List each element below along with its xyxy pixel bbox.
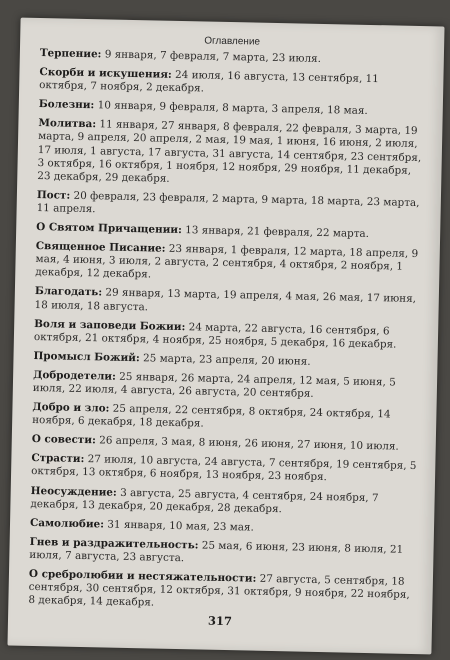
list-item — [28, 568, 415, 615]
entry-term: Терпение: — [39, 47, 102, 61]
list-item — [33, 369, 419, 403]
entry-dates: 25 марта, 23 апреля, 20 июня. — [142, 352, 311, 368]
entry-dates: 10 января, 9 февраля, 8 марта, 3 апреля, 18 мая. — [97, 99, 368, 118]
list-item — [36, 221, 422, 242]
entry-term: Гнев и раздражительность: — [29, 535, 199, 552]
entry-term: Промысл Божий: — [33, 349, 140, 364]
entry-dates: 24 июля, 16 августа, 13 сентября, 11 октября, 7 ноября, 2 декабря. — [39, 68, 379, 95]
contents-list — [8, 43, 444, 616]
entry-dates: 26 апреля, 3 мая, 8 июня, 26 июня, 27 июня, 10 июля. — [99, 434, 399, 453]
entry-term: О Святом Причащении: — [36, 221, 183, 237]
entry-term: Добро и зло: — [32, 401, 110, 415]
entry-dates: 25 апреля, 22 сентября, 8 октября, 24 октября, 14 ноября, 6 декабря, 18 декабря. — [32, 402, 391, 430]
entry-dates: 25 мая, 6 июня, 23 июня, 8 июля, 21 июля, 7 августа, 23 августа. — [29, 539, 404, 565]
entry-term: Молитва: — [38, 117, 97, 131]
entry-dates: 24 марта, 22 августа, 16 сентября, 6 октября, 21 октября, 4 ноября, 25 ноября, 5 декабря, 16 декабря. — [33, 320, 397, 351]
page-number: 317 — [207, 613, 233, 629]
entry-dates: 25 января, 26 марта, 24 апреля, 12 мая, 5 июня, 5 июля, 22 июля, 4 августа, 26 августа, 20 сентября. — [32, 370, 396, 400]
entry-term: Скорби и искушения: — [39, 66, 172, 81]
entry-term: О сребролюбии и нестяжательности: — [28, 567, 257, 585]
entry-dates: 9 января, 7 февраля, 7 марта, 23 июля. — [104, 48, 322, 65]
entry-dates: 27 августа, 5 сентября, 18 сентября, 30 сентября, 12 октября, 31 октября, 9 ноября, 22 ноября, 8 декабря, 14 декабря. — [28, 572, 410, 609]
entry-term: Страсти: — [31, 452, 85, 466]
entry-term: Болезни: — [38, 98, 95, 112]
entry-term: Добродетели: — [33, 368, 117, 383]
entry-dates: 23 января, 1 февраля, 12 марта, 18 апреля, 9 мая, 4 июня, 3 июля, 2 августа, 2 сентября, 4 октября, 2 ноября, 1 декабря, 12 декабря. — [35, 242, 419, 281]
list-item — [31, 452, 417, 486]
page-header: Оглавление — [204, 35, 261, 48]
entry-dates: 27 июля, 10 августа, 24 августа, 7 сентября, 19 сентября, 5 октября, 13 октября, 6 ноября, 13 ноября, 23 ноября. — [30, 453, 417, 484]
entry-term: Воля и заповеди Божии: — [34, 317, 186, 333]
entry-term: Неосуждение: — [30, 484, 117, 499]
list-item — [39, 98, 425, 119]
entry-dates: 11 января, 27 января, 8 февраля, 22 февраля, 3 марта, 19 марта, 9 апреля, 20 апреля, 2 мая, 19 мая, 1 июня, 16 июня, 2 июля, 17 июля, 1 августа, 17 августа, 31 августа, 14 сентября, 23 сентября, 3 октября, 16 октября, 1 ноября, 12 ноября, 29 ноября, 11 декабря, 23 декабря, 29 декабря. — [37, 118, 422, 185]
list-item — [32, 433, 418, 454]
list-item — [30, 517, 416, 538]
entry-dates: 20 февраля, 23 февраля, 2 марта, 9 марта, 18 марта, 23 марта, 11 апреля. — [36, 189, 420, 216]
list-item — [40, 47, 426, 68]
list-item — [29, 536, 415, 570]
entry-term: Священное Писание: — [35, 240, 166, 255]
book-page — [7, 18, 444, 655]
list-item — [34, 285, 420, 319]
entry-term: Пост: — [36, 188, 71, 202]
entry-term: Благодать: — [34, 285, 103, 299]
list-item — [34, 318, 420, 352]
list-item — [32, 401, 418, 435]
entry-dates: 3 августа, 25 августа, 4 сентября, 24 ноября, 7 декабря, 13 декабря, 20 декабря, 28 декабря. — [30, 486, 379, 515]
list-item — [30, 484, 416, 518]
entry-dates: 29 января, 13 марта, 19 апреля, 4 мая, 26 мая, 17 июня, 18 июля, 18 августа. — [34, 286, 417, 313]
entry-term: Самолюбие: — [29, 516, 105, 531]
list-item — [39, 66, 425, 100]
list-item — [33, 350, 419, 371]
list-item — [35, 240, 422, 287]
list-item — [36, 189, 422, 223]
entry-term: О совести: — [31, 433, 96, 447]
entry-dates: 13 января, 21 февраля, 22 марта. — [185, 224, 370, 241]
entry-dates: 31 января, 10 мая, 23 мая. — [107, 518, 254, 534]
list-item — [37, 117, 424, 191]
